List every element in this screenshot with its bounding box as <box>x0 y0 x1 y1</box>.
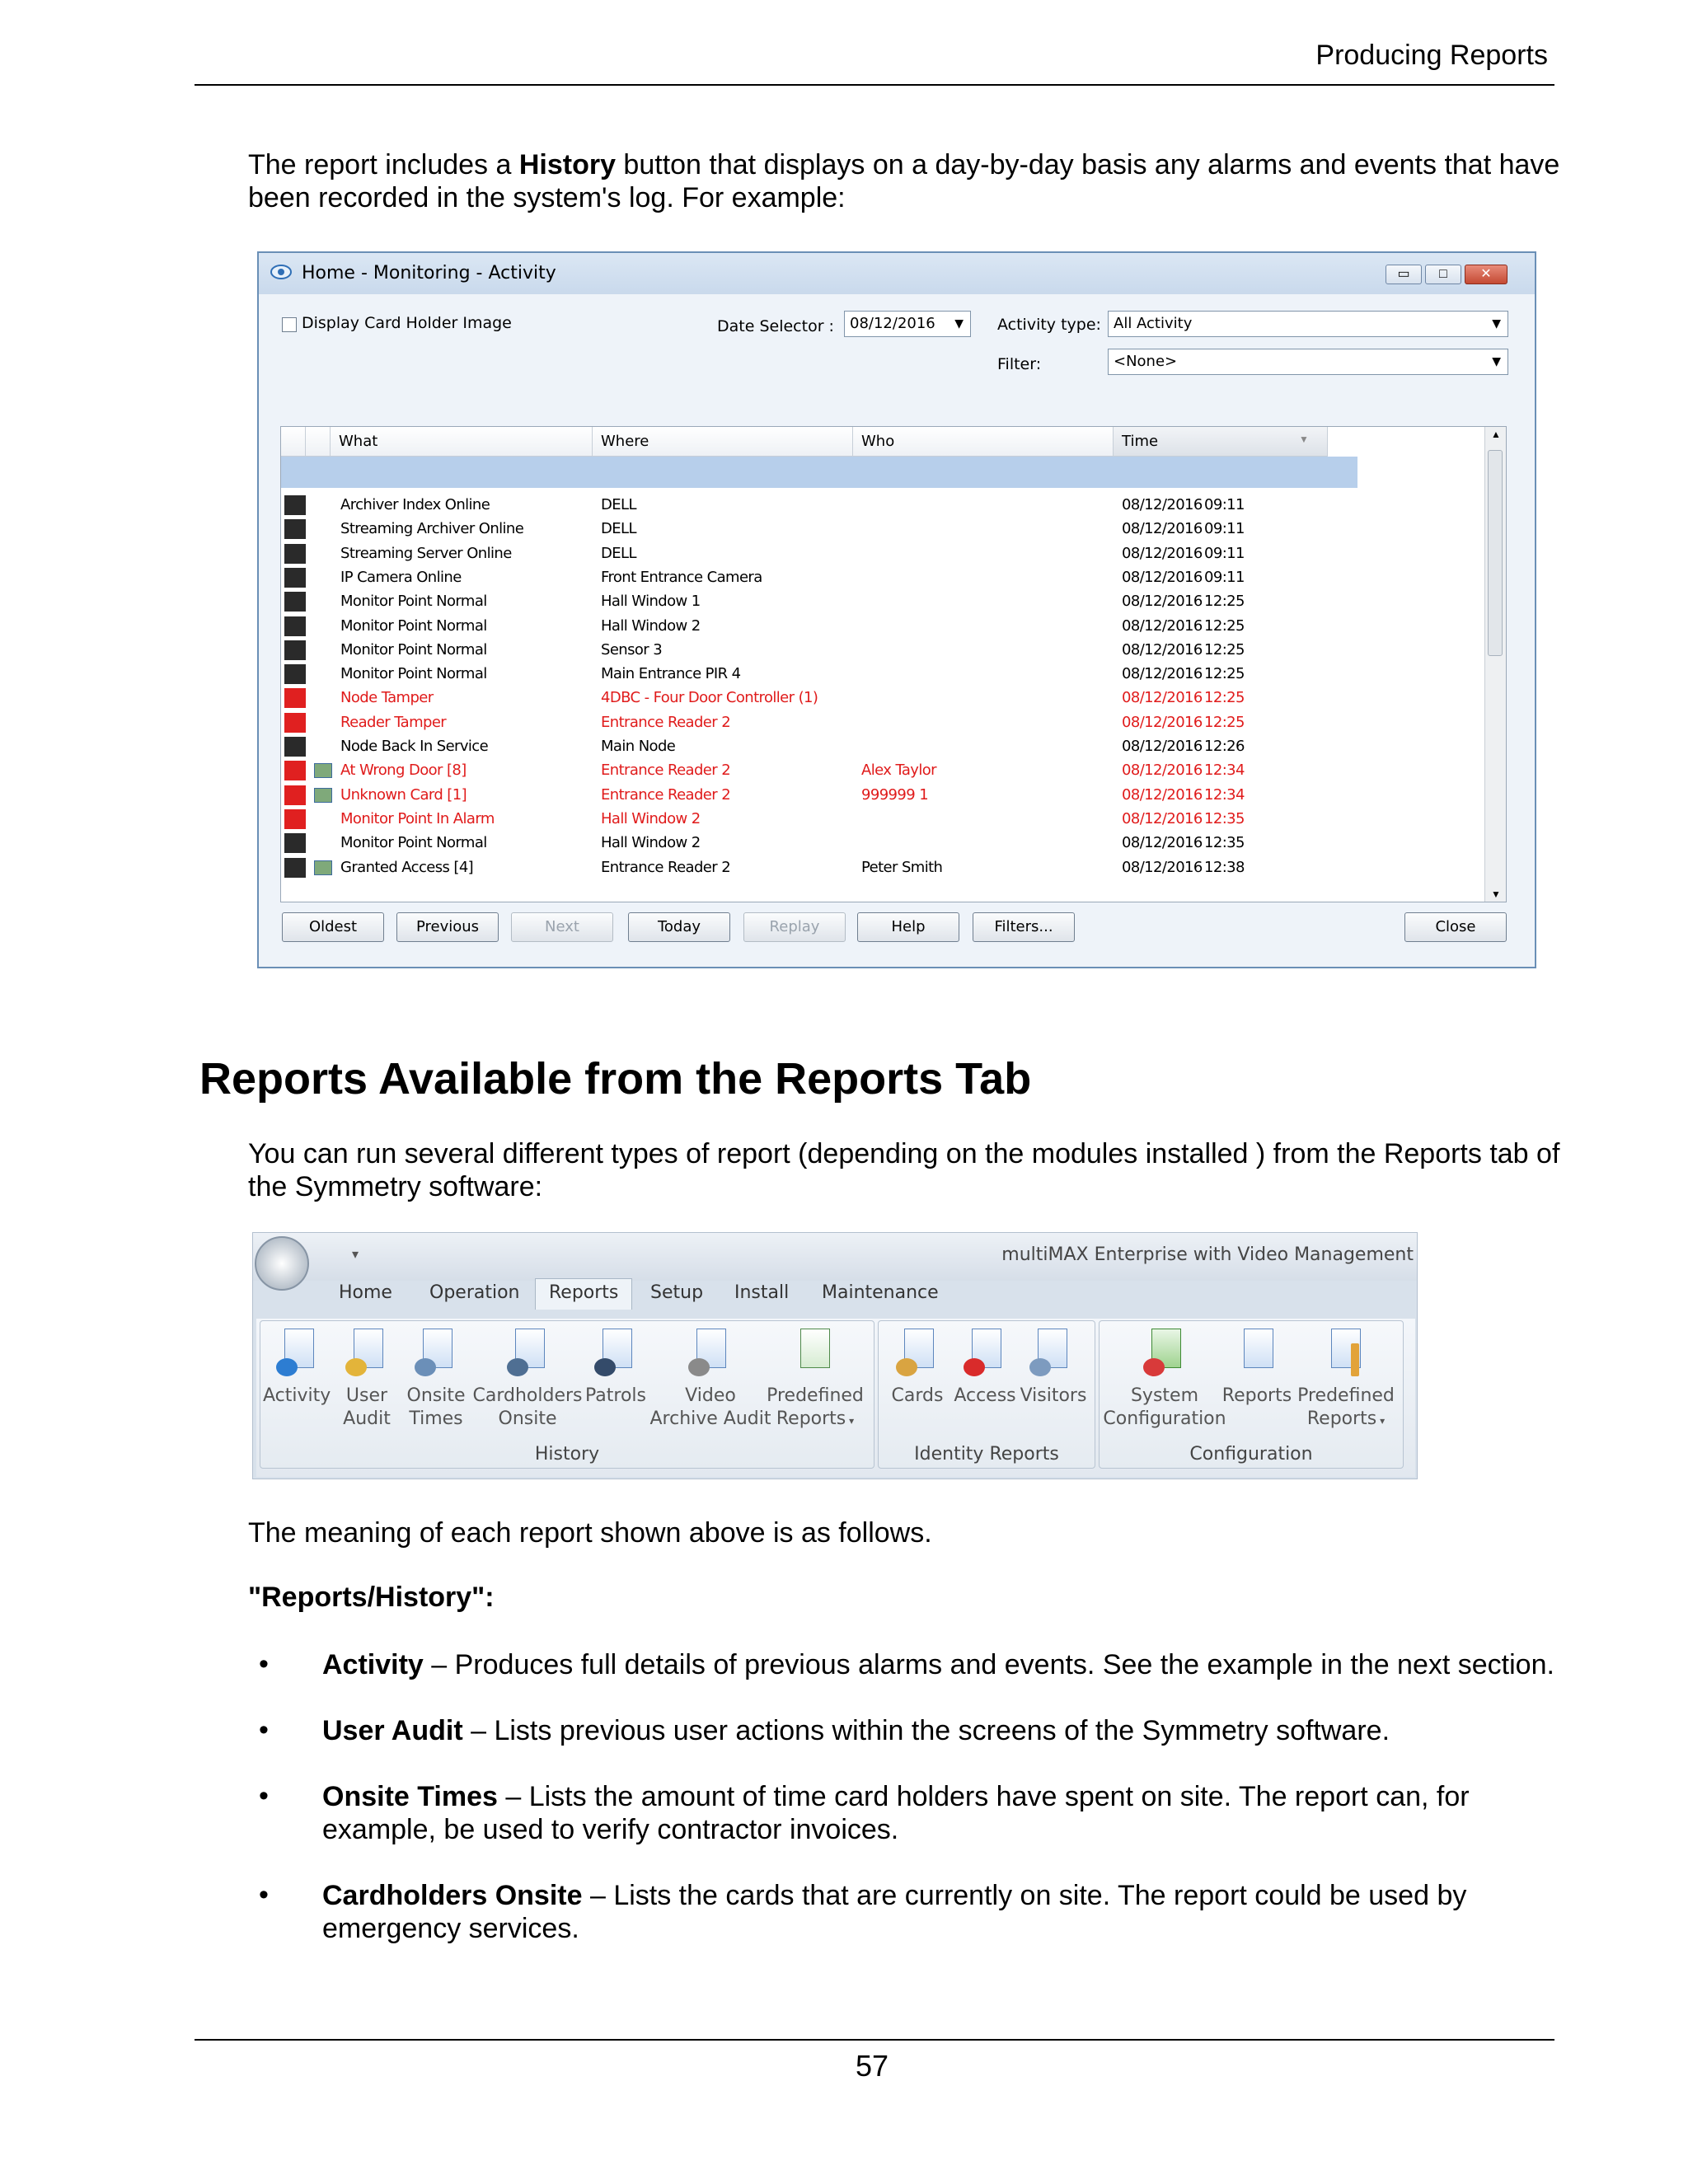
cell-date: 08/12/2016 <box>1122 762 1203 780</box>
user-audit-line2: Audit <box>343 1408 391 1429</box>
cell-date: 08/12/2016 <box>1122 496 1203 513</box>
cell-where: Hall Window 2 <box>601 834 701 852</box>
cell-who: 999999 1 <box>861 785 929 804</box>
predefined-line1: Predefined <box>767 1385 864 1406</box>
bullet-symbol: • <box>259 1780 269 1811</box>
sort-icon: ▼ <box>1299 434 1309 445</box>
next-button[interactable]: Next <box>511 912 613 942</box>
help-button[interactable]: Help <box>857 912 959 942</box>
cell-date: 08/12/2016 <box>1122 568 1203 586</box>
onsite-times-line1: Onsite <box>406 1385 466 1406</box>
user-audit-icon[interactable] <box>344 1327 390 1376</box>
system-line1: System <box>1130 1385 1199 1406</box>
scroll-up-icon[interactable]: ▲ <box>1491 429 1501 440</box>
chevron-down-icon: ▼ <box>954 317 964 330</box>
predefined-reports-icon[interactable] <box>790 1327 837 1376</box>
cell-what: IP Camera Online <box>340 568 462 586</box>
meaning-paragraph: The meaning of each report shown above is as follows. <box>248 1517 932 1549</box>
table-row[interactable] <box>281 686 1357 710</box>
access-icon[interactable] <box>962 1327 1008 1376</box>
system-line2: Configuration <box>1103 1408 1226 1429</box>
cell-where: DELL <box>601 544 636 562</box>
reports-ribbon <box>252 1232 1418 1479</box>
cell-where: DELL <box>601 520 636 538</box>
cell-time: 12:35 <box>1204 809 1245 827</box>
header-rule <box>195 84 1554 86</box>
alarm-status-icon <box>284 809 306 829</box>
eye-icon <box>270 261 292 283</box>
column-header-where[interactable]: Where <box>593 427 853 457</box>
intro-bold: History <box>518 149 616 180</box>
cell-where: 4DBC - Four Door Controller (1) <box>601 689 818 707</box>
cell-where: Hall Window 1 <box>601 593 701 611</box>
bullet-onsite-times <box>322 1780 1608 1846</box>
cell-where: Entrance Reader 2 <box>601 762 731 780</box>
cardholders-onsite-icon[interactable] <box>505 1327 551 1376</box>
cell-time: 12:25 <box>1204 665 1245 683</box>
card-photo-icon[interactable] <box>314 763 332 778</box>
cell-time: 12:26 <box>1204 738 1245 755</box>
footer-rule <box>195 2039 1554 2041</box>
intro-pre: The report includes a <box>248 149 519 180</box>
visitors-label[interactable] <box>1016 1385 1090 1408</box>
cell-date: 08/12/2016 <box>1122 834 1203 852</box>
cell-where: Hall Window 2 <box>601 616 701 635</box>
cell-time: 12:25 <box>1204 689 1245 707</box>
replay-button[interactable]: Replay <box>743 912 846 942</box>
bullet-cardholders-line2: emergency services. <box>322 1913 579 1944</box>
cell-where: Entrance Reader 2 <box>601 713 731 731</box>
scroll-thumb[interactable] <box>1488 450 1503 656</box>
event-status-icon <box>284 664 306 684</box>
table-row[interactable] <box>281 541 1357 565</box>
activity-grid[interactable] <box>280 426 1507 902</box>
date-selector-label: Date Selector : <box>717 317 834 335</box>
cell-time: 12:34 <box>1204 785 1245 804</box>
cfg-predefined-reports-icon[interactable] <box>1321 1327 1367 1376</box>
event-status-icon <box>284 833 306 853</box>
tab-home[interactable]: Home <box>339 1282 392 1303</box>
chevron-down-icon: ▼ <box>1492 317 1501 330</box>
cards-label[interactable] <box>884 1385 950 1408</box>
activity-label[interactable] <box>263 1385 329 1408</box>
filters-button[interactable]: Filters... <box>973 912 1075 942</box>
event-status-icon <box>284 616 306 636</box>
cardholders-onsite-label[interactable] <box>472 1385 583 1431</box>
table-row[interactable] <box>281 517 1357 541</box>
minimize-button[interactable]: ▭ <box>1386 265 1422 284</box>
access-label[interactable] <box>950 1385 1020 1408</box>
table-row[interactable] <box>281 662 1357 686</box>
table-row[interactable] <box>281 710 1357 734</box>
cell-what: Unknown Card [1] <box>340 785 467 804</box>
cell-time: 09:11 <box>1204 544 1245 562</box>
alarm-status-icon <box>284 713 306 733</box>
video-line1: Video <box>685 1385 736 1406</box>
selected-blank-row[interactable] <box>281 457 1357 488</box>
bullet-cardholders-bold: Cardholders Onsite <box>322 1880 583 1911</box>
table-row[interactable] <box>281 831 1357 855</box>
video-line2: Archive Audit <box>649 1408 771 1429</box>
onsite-times-icon[interactable] <box>413 1327 459 1376</box>
running-header: Producing Reports <box>1315 40 1548 71</box>
table-row[interactable] <box>281 783 1357 807</box>
column-header-icon2[interactable] <box>306 427 331 457</box>
cell-what: Monitor Point Normal <box>340 616 487 635</box>
quick-access-icon[interactable]: ▾ <box>352 1248 359 1262</box>
cell-date: 08/12/2016 <box>1122 640 1203 658</box>
table-row[interactable] <box>281 614 1357 638</box>
display-image-label: Display Card Holder Image <box>302 314 512 332</box>
table-row[interactable] <box>281 855 1357 879</box>
filter-value: <None> <box>1114 353 1178 370</box>
predefined-reports-label[interactable] <box>764 1385 866 1432</box>
cardholders-line1: Cardholders <box>472 1385 583 1406</box>
cell-where: Main Node <box>601 738 676 755</box>
reports-intro-line2: the Symmetry software: <box>248 1171 543 1202</box>
group-configuration-label: Configuration <box>1189 1444 1313 1465</box>
cell-what: Granted Access [4] <box>340 858 474 876</box>
cards-icon[interactable] <box>894 1327 940 1376</box>
activity-icon[interactable] <box>274 1327 321 1376</box>
alarm-status-icon <box>284 688 306 708</box>
table-row[interactable] <box>281 807 1357 831</box>
predefined-line2: Reports <box>776 1408 846 1429</box>
cell-time: 12:25 <box>1204 640 1245 658</box>
reports-intro-line1: You can run several different types of report (depending on the modules installed ) from the Reports tab of <box>248 1138 1560 1169</box>
cell-time: 12:25 <box>1204 593 1245 611</box>
event-status-icon <box>284 544 306 564</box>
event-status-icon <box>284 495 306 515</box>
bullet-user-audit-bold: User Audit <box>322 1715 463 1746</box>
cell-time: 12:25 <box>1204 713 1245 731</box>
maximize-button[interactable]: □ <box>1425 265 1461 284</box>
event-status-icon <box>284 568 306 588</box>
filter-combo[interactable] <box>1108 349 1508 375</box>
cell-time: 12:34 <box>1204 762 1245 780</box>
column-header-what[interactable]: What <box>331 427 593 457</box>
cell-time: 09:11 <box>1204 520 1245 538</box>
tab-setup[interactable]: Setup <box>650 1282 704 1303</box>
event-status-icon <box>284 858 306 878</box>
cell-where: Entrance Reader 2 <box>601 858 731 876</box>
intro-paragraph <box>248 148 1567 214</box>
oldest-button[interactable]: Oldest <box>282 912 384 942</box>
close-button[interactable]: Close <box>1404 912 1507 942</box>
cell-where: Hall Window 2 <box>601 809 701 827</box>
bullet-symbol: • <box>259 1879 269 1910</box>
reports-label[interactable] <box>1221 1385 1293 1408</box>
card-photo-icon[interactable] <box>314 860 332 875</box>
vertical-scrollbar[interactable] <box>1484 427 1506 902</box>
group-history-label: History <box>534 1444 600 1465</box>
ribbon-app-title: multiMAX Enterprise with Video Management <box>1001 1244 1414 1265</box>
app-orb-icon[interactable] <box>255 1236 309 1291</box>
bullet-user-audit <box>322 1714 1608 1747</box>
cell-date: 08/12/2016 <box>1122 544 1203 562</box>
activity-window <box>257 251 1536 968</box>
cell-where: Main Entrance PIR 4 <box>601 665 741 683</box>
activity-type-label: Activity type: <box>997 316 1101 334</box>
cell-where: Sensor 3 <box>601 640 663 658</box>
system-configuration-icon[interactable] <box>1142 1327 1188 1376</box>
group-identity-label: Identity Reports <box>914 1444 1059 1465</box>
card-photo-icon[interactable] <box>314 788 332 803</box>
system-configuration-label[interactable] <box>1100 1385 1229 1431</box>
today-button[interactable]: Today <box>628 912 730 942</box>
reports-icon[interactable] <box>1234 1327 1280 1376</box>
cell-what: Reader Tamper <box>340 713 447 731</box>
cell-date: 08/12/2016 <box>1122 665 1203 683</box>
activity-type-value: All Activity <box>1114 315 1193 332</box>
cell-date: 08/12/2016 <box>1122 858 1203 876</box>
cell-date: 08/12/2016 <box>1122 738 1203 755</box>
event-status-icon <box>284 737 306 757</box>
cell-date: 08/12/2016 <box>1122 713 1203 731</box>
activity-label-text: Activity <box>263 1385 331 1406</box>
cell-what: Monitor Point Normal <box>340 593 487 611</box>
bullet-activity-text: – Produces full details of previous alarms and events. See the example in the next section. <box>423 1649 1554 1680</box>
table-row[interactable] <box>281 493 1357 517</box>
history-subheading: "Reports/History": <box>248 1582 495 1613</box>
table-row[interactable] <box>281 589 1357 613</box>
bullet-activity-bold: Activity <box>322 1649 424 1680</box>
cell-date: 08/12/2016 <box>1122 809 1203 827</box>
date-selector-combo[interactable] <box>844 311 971 337</box>
table-row[interactable] <box>281 565 1357 589</box>
cell-time: 09:11 <box>1204 568 1245 586</box>
cell-what: Streaming Archiver Online <box>340 520 524 538</box>
cell-time: 12:38 <box>1204 858 1245 876</box>
bullet-onsite-times-text: – Lists the amount of time card holders have spent on site. The report can, for <box>497 1781 1470 1812</box>
onsite-times-line2: Times <box>409 1408 463 1429</box>
cfg-predefined-line1: Predefined <box>1297 1385 1395 1406</box>
user-audit-label[interactable] <box>334 1385 400 1431</box>
alarm-status-icon <box>284 761 306 780</box>
cfg-predefined-reports-label[interactable] <box>1295 1385 1397 1432</box>
page-number: 57 <box>856 2049 889 2083</box>
column-header-who[interactable]: Who <box>853 427 1114 457</box>
cards-label-text: Cards <box>891 1385 944 1406</box>
tab-reports[interactable]: Reports <box>535 1278 632 1310</box>
bullet-symbol: • <box>259 1648 269 1680</box>
table-row[interactable] <box>281 734 1357 758</box>
alarm-status-icon <box>284 785 306 805</box>
section-heading: Reports Available from the Reports Tab <box>199 1054 1032 1104</box>
cell-date: 08/12/2016 <box>1122 593 1203 611</box>
filter-label: Filter: <box>997 355 1042 373</box>
cell-time: 09:11 <box>1204 496 1245 513</box>
tab-maintenance[interactable]: Maintenance <box>822 1282 939 1303</box>
access-label-text: Access <box>954 1385 1016 1406</box>
patrols-label-text: Patrols <box>585 1385 646 1406</box>
video-archive-audit-label[interactable] <box>649 1385 772 1431</box>
cell-what: Monitor Point Normal <box>340 665 487 683</box>
column-header-icon1[interactable] <box>281 427 306 457</box>
bullet-cardholders-text: – Lists the cards that are currently on site. The report could be used by <box>582 1880 1467 1911</box>
reports-intro <box>248 1137 1600 1203</box>
cell-what: Node Back In Service <box>340 738 489 755</box>
date-value: 08/12/2016 <box>850 315 935 332</box>
cell-date: 08/12/2016 <box>1122 785 1203 804</box>
cell-date: 08/12/2016 <box>1122 520 1203 538</box>
cell-time: 12:35 <box>1204 834 1245 852</box>
reports-label-text: Reports <box>1221 1385 1292 1406</box>
column-header-time[interactable]: Time <box>1114 427 1328 457</box>
cell-who: Alex Taylor <box>861 762 936 780</box>
event-status-icon <box>284 592 306 612</box>
activity-type-combo[interactable] <box>1108 311 1508 337</box>
cell-what: Archiver Index Online <box>340 496 490 513</box>
bullet-symbol: • <box>259 1714 269 1746</box>
cell-date: 08/12/2016 <box>1122 616 1203 635</box>
cell-where: DELL <box>601 496 636 513</box>
tab-install[interactable]: Install <box>734 1282 790 1303</box>
scroll-down-icon[interactable]: ▼ <box>1491 888 1501 900</box>
bullet-user-audit-text: – Lists previous user actions within the screens of the Symmetry software. <box>462 1715 1390 1746</box>
dropdown-arrow-icon: ▾ <box>1376 1415 1386 1427</box>
cell-time: 12:25 <box>1204 616 1245 635</box>
user-audit-line1: User <box>345 1385 388 1406</box>
previous-button[interactable]: Previous <box>396 912 499 942</box>
cardholders-line2: Onsite <box>498 1408 557 1429</box>
cell-what: Monitor Point Normal <box>340 640 487 658</box>
cell-who: Peter Smith <box>861 858 943 876</box>
cell-where: Front Entrance Camera <box>601 568 762 586</box>
dropdown-arrow-icon: ▾ <box>846 1415 855 1427</box>
video-archive-audit-icon[interactable] <box>687 1327 733 1376</box>
table-row[interactable] <box>281 638 1357 662</box>
event-status-icon <box>284 640 306 660</box>
bullet-onsite-times-line2: example, be used to verify contractor invoices. <box>322 1814 899 1845</box>
visitors-icon[interactable] <box>1028 1327 1074 1376</box>
intro-line2: been recorded in the system's log. For example: <box>248 182 846 213</box>
event-status-icon <box>284 519 306 539</box>
cell-what: Monitor Point Normal <box>340 834 487 852</box>
bullet-onsite-times-bold: Onsite Times <box>322 1781 498 1812</box>
cell-date: 08/12/2016 <box>1122 689 1203 707</box>
cell-where: Entrance Reader 2 <box>601 785 731 804</box>
patrols-label[interactable] <box>581 1385 650 1408</box>
cell-what: At Wrong Door [8] <box>340 762 467 780</box>
intro-post: button that displays on a day-by-day basis any alarms and events that have <box>615 149 1560 180</box>
tab-operation[interactable]: Operation <box>429 1282 520 1303</box>
cell-what: Streaming Server Online <box>340 544 512 562</box>
table-row[interactable] <box>281 758 1357 782</box>
visitors-label-text: Visitors <box>1020 1385 1087 1406</box>
patrols-icon[interactable] <box>593 1327 639 1376</box>
bullet-cardholders-onsite <box>322 1879 1608 1945</box>
onsite-times-label[interactable] <box>403 1385 469 1431</box>
window-close-button[interactable]: ✕ <box>1465 265 1507 284</box>
bullet-activity <box>322 1648 1608 1681</box>
chevron-down-icon: ▼ <box>1492 355 1501 368</box>
display-image-checkbox[interactable] <box>282 317 297 332</box>
window-title: Home - Monitoring - Activity <box>302 263 556 284</box>
cell-what: Node Tamper <box>340 689 434 707</box>
cfg-predefined-line2: Reports <box>1306 1408 1377 1429</box>
cell-what: Monitor Point In Alarm <box>340 809 495 827</box>
